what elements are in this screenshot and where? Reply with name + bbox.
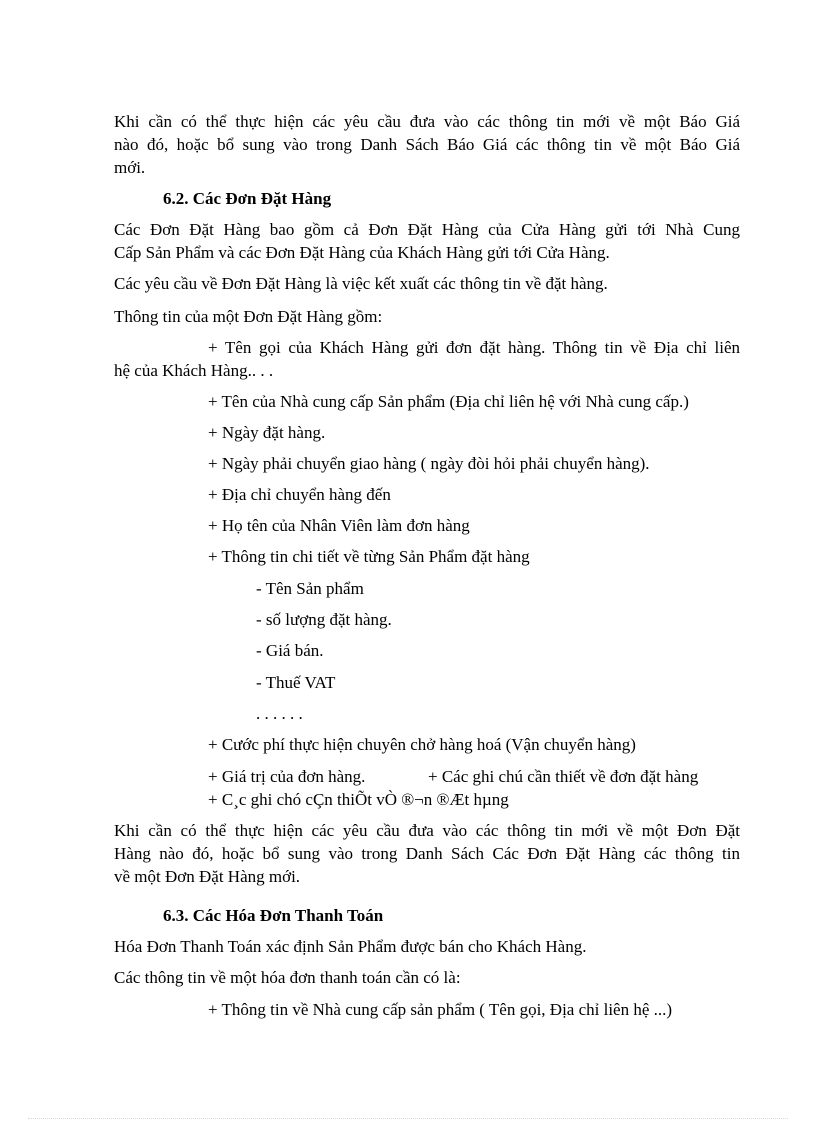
list-item: + Địa chỉ chuyển hàng đến [208, 485, 391, 504]
paragraph-line: Hóa Đơn Thanh Toán xác định Sản Phẩm được bán cho Khách Hàng. [114, 937, 587, 956]
paragraph-line: Hàng nào đó, hoặc bổ sung vào trong Danh Sách Các Đơn Đặt Hàng các thông tin [114, 844, 740, 863]
paragraph-line: nào đó, hoặc bổ sung vào trong Danh Sách Báo Giá các thông tin về một Báo Giá [114, 135, 740, 154]
list-item-garbled: + C¸c ghi chó cÇn thiÕt vÒ ®¬n ®Æt hµng [208, 790, 509, 809]
list-item: + Thông tin về Nhà cung cấp sản phẩm ( Tên gọi, Địa chỉ liên hệ ...) [208, 1000, 673, 1019]
list-item: + Tên của Nhà cung cấp Sản phẩm (Địa chỉ liên hệ với Nhà cung cấp.) [208, 392, 689, 411]
section-heading-6-3: 6.3. Các Hóa Đơn Thanh Toán [163, 906, 384, 925]
sub-list-item: - Tên Sản phẩm [256, 579, 364, 598]
list-item: + Ngày đặt hàng. [208, 423, 326, 442]
sub-list-item: - số lượng đặt hàng. [256, 610, 392, 629]
list-item-continuation: hệ của Khách Hàng.. . . [114, 361, 274, 380]
paragraph-line: Thông tin của một Đơn Đặt Hàng gồm: [114, 307, 383, 326]
paragraph-line: Khi cần có thể thực hiện các yêu cầu đưa vào các thông tin mới về một Đơn Đặt [114, 821, 740, 840]
list-item: + Cước phí thực hiện chuyên chở hàng hoá (Vận chuyển hàng) [208, 735, 636, 754]
paragraph-line: Các Đơn Đặt Hàng bao gồm cả Đơn Đặt Hàng của Cửa Hàng gửi tới Nhà Cung [114, 220, 740, 239]
paragraph-line: mới. [114, 158, 146, 177]
list-item: + Giá trị của đơn hàng. [208, 767, 366, 786]
sub-list-item: - Thuế VAT [256, 673, 336, 692]
paragraph-line: về một Đơn Đặt Hàng mới. [114, 867, 301, 886]
list-item: + Họ tên của Nhân Viên làm đơn hàng [208, 516, 470, 535]
ellipsis-dots: . . . . . . [256, 704, 303, 723]
list-item: + Các ghi chú cần thiết về đơn đặt hàng [428, 767, 699, 786]
page-bottom-divider [28, 1118, 788, 1119]
paragraph-line: Các thông tin về một hóa đơn thanh toán cần có là: [114, 968, 461, 987]
list-item: + Tên gọi của Khách Hàng gửi đơn đặt hàng. Thông tin về Địa chỉ liên [208, 338, 740, 357]
section-heading-6-2: 6.2. Các Đơn Đặt Hàng [163, 189, 332, 208]
paragraph-line: Cấp Sản Phẩm và các Đơn Đặt Hàng của Khách Hàng gửi tới Cửa Hàng. [114, 243, 610, 262]
list-item: + Thông tin chi tiết về từng Sản Phẩm đặt hàng [208, 547, 530, 566]
paragraph-line: Các yêu cầu về Đơn Đặt Hàng là việc kết xuất các thông tin về đặt hàng. [114, 274, 608, 293]
sub-list-item: - Giá bán. [256, 641, 324, 660]
paragraph-line: Khi cần có thể thực hiện các yêu cầu đưa vào các thông tin mới về một Báo Giá [114, 112, 740, 131]
list-item: + Ngày phải chuyển giao hàng ( ngày đòi hỏi phải chuyển hàng). [208, 454, 650, 473]
